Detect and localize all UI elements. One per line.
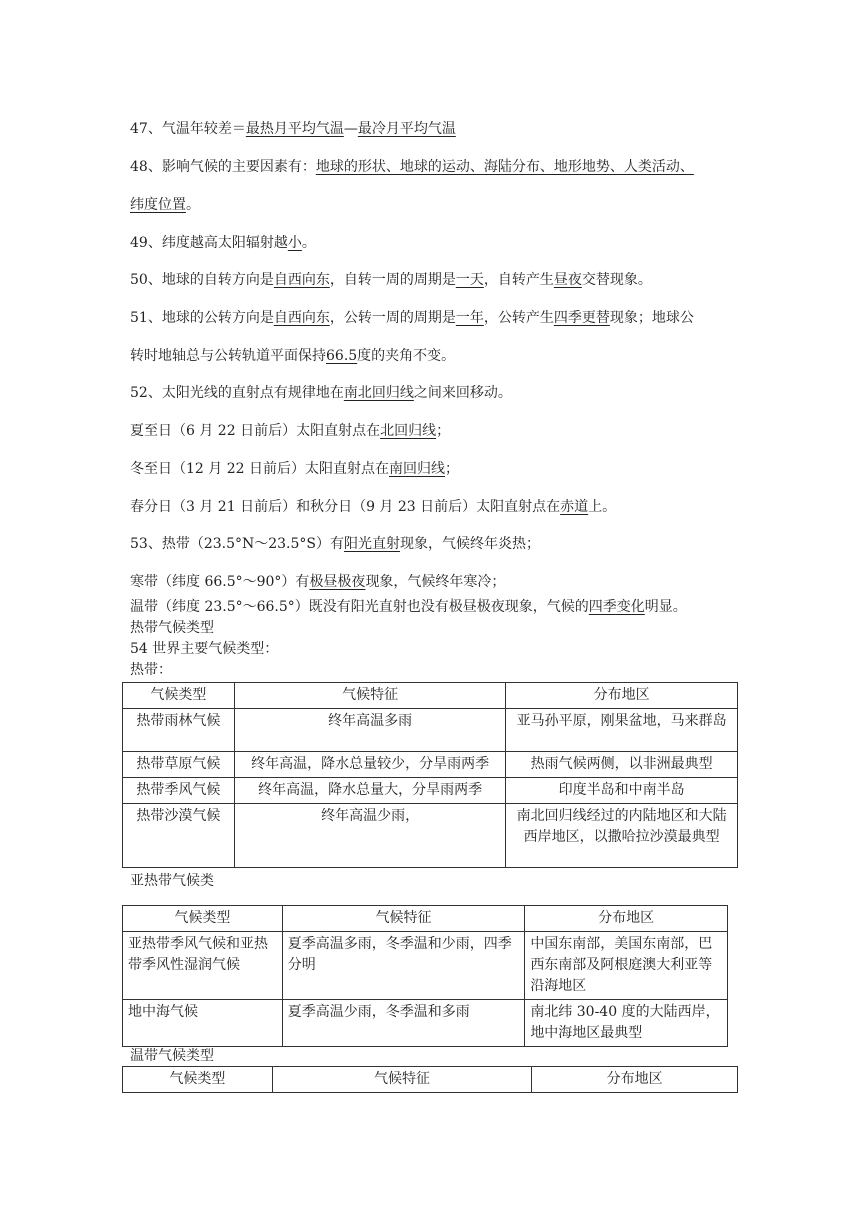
text-line (130, 421, 450, 441)
text-segment: ； (436, 423, 451, 439)
text-line (130, 597, 687, 617)
distribution-cell: 中国东南部，美国东南部，巴西东南部及阿根庭澳大利亚等沿海地区 (525, 932, 728, 1000)
text-segment: 现象；地球公 (609, 310, 694, 326)
underlined-answer: 阳光直射 (344, 536, 400, 552)
text-line (130, 157, 694, 177)
text-line (130, 534, 540, 554)
text-line (130, 871, 214, 891)
underlined-answer: 赤道 (560, 499, 589, 515)
text-segment: 温带气候类型 (130, 1048, 214, 1064)
text-segment: ，自转一周的周期是 (329, 272, 456, 288)
header-cell: 气候类型 (123, 906, 283, 932)
table-header-row (123, 1067, 738, 1093)
header-cell: 气候类型 (123, 683, 235, 709)
underlined-answer: 南北回归线 (343, 385, 414, 401)
text-segment: ； (444, 461, 459, 477)
text-segment: 51、地球的公转方向是 (130, 310, 274, 326)
climate-type-cell: 地中海气候 (123, 1000, 283, 1047)
text-segment: 热带气候类型 (130, 620, 214, 636)
text-segment: ，公转一周的周期是 (329, 310, 456, 326)
text-segment: 49、纬度越高太阳辐射越 (130, 235, 288, 251)
underlined-answer: 四季变化 (588, 599, 645, 615)
underlined-answer: 一年 (455, 310, 484, 326)
text-segment: 转时地轴总与公转轨道平面保持 (130, 348, 326, 364)
text-segment: 54 世界主要气候类型： (130, 641, 279, 657)
text-segment: 明显。 (644, 599, 687, 615)
climate-feature-cell: 夏季高温多雨，冬季温和少雨，四季分明 (282, 932, 525, 1000)
underlined-answer: 昼夜 (553, 272, 582, 288)
header-cell: 气候特征 (234, 683, 506, 709)
table-row (123, 752, 738, 778)
table-header-row (123, 906, 728, 932)
climate-type-cell: 热带沙漠气候 (123, 804, 235, 868)
table-row (123, 778, 738, 804)
header-cell: 分布地区 (506, 683, 738, 709)
underlined-answer: 最热月平均气温 (245, 121, 344, 137)
text-segment: ，自转产生 (483, 272, 554, 288)
text-segment: 现象，气候终年炎热； (400, 536, 540, 552)
text-line (130, 618, 214, 638)
text-line (130, 346, 455, 366)
text-line (130, 195, 200, 215)
climate-feature-cell: 终年高温，降水总量大，分旱雨两季 (234, 778, 506, 804)
climate-feature-cell: 终年高温，降水总量较少，分旱雨两季 (234, 752, 506, 778)
table-row (123, 804, 738, 868)
text-segment: 。 (186, 197, 200, 213)
text-segment: 之间来回移动。 (413, 385, 512, 401)
table-row (123, 709, 738, 752)
text-segment: 现象，气候终年寒冷； (365, 574, 506, 590)
text-segment: 47、气温年较差＝ (130, 121, 246, 137)
text-segment: 夏至日（6 月 22 日前后）太阳直射点在 (130, 423, 381, 439)
climate-type-cell: 热带草原气候 (123, 752, 235, 778)
climate-type-cell: 热带雨林气候 (123, 709, 235, 752)
underlined-answer: 纬度位置 (130, 197, 186, 213)
underlined-answer: 极昼极夜 (309, 574, 366, 590)
text-segment: ，公转产生 (483, 310, 554, 326)
text-line (130, 497, 616, 517)
text-segment: 寒带（纬度 66.5°～90°）有 (130, 574, 310, 590)
distribution-cell: 亚马孙平原，刚果盆地，马来群岛 (506, 709, 738, 752)
underlined-answer: 66.5 (326, 348, 358, 364)
text-segment: 温带（纬度 23.5°～66.5°）既没有阳光直射也没有极昼极夜现象，气候的 (130, 599, 589, 615)
table-row (123, 1000, 728, 1047)
text-segment: — (343, 121, 358, 137)
distribution-cell: 印度半岛和中南半岛 (506, 778, 738, 804)
table-row (123, 932, 728, 1000)
text-line (130, 119, 456, 139)
climate-feature-cell: 终年高温少雨， (234, 804, 506, 868)
text-line (130, 660, 172, 680)
text-line (130, 459, 459, 479)
header-cell: 气候特征 (272, 1067, 532, 1093)
tropical-climate-table (122, 682, 738, 868)
climate-type-cell: 热带季风气候 (123, 778, 235, 804)
text-segment: 冬至日（12 月 22 日前后）太阳直射点在 (130, 461, 389, 477)
text-segment: 亚热带气候类 (130, 873, 214, 889)
text-segment: 春分日（3 月 21 日前后）和秋分日（9 月 23 日前后）太阳直射点在 (130, 499, 561, 515)
climate-feature-cell: 夏季高温少雨，冬季温和多雨 (282, 1000, 525, 1047)
text-line (130, 639, 278, 659)
text-line (130, 572, 505, 592)
text-line (130, 308, 694, 328)
underlined-answer: 四季更替 (553, 310, 610, 326)
underlined-answer: 南回归线 (388, 461, 445, 477)
text-line (130, 270, 652, 290)
header-cell: 气候特征 (282, 906, 525, 932)
temperate-climate-table (122, 1066, 738, 1093)
text-segment: 48、影响气候的主要因素有： (130, 159, 316, 175)
text-segment: 热带： (130, 662, 172, 678)
header-cell: 气候类型 (123, 1067, 273, 1093)
text-segment: 上。 (588, 499, 617, 515)
underlined-answer: 一天 (455, 272, 484, 288)
text-line (130, 1046, 214, 1066)
underlined-answer: 地球的形状、地球的运动、海陆分布、地形地势、人类活动、 (315, 159, 694, 175)
distribution-cell: 南北回归线经过的内陆地区和大陆西岸地区，以撒哈拉沙漠最典型 (506, 804, 738, 868)
text-segment: 53、热带（23.5°N～23.5°S）有 (130, 536, 344, 552)
table-header-row (123, 683, 738, 709)
text-segment: 。 (301, 235, 316, 251)
distribution-cell: 热雨气候两侧，以非洲最典型 (506, 752, 738, 778)
underlined-answer: 最冷月平均气温 (357, 121, 456, 137)
climate-feature-cell: 终年高温多雨 (234, 709, 506, 752)
underlined-answer: 小 (287, 235, 302, 251)
header-cell: 分布地区 (532, 1067, 738, 1093)
text-segment: 52、太阳光线的直射点有规律地在 (130, 385, 344, 401)
text-segment: 交替现象。 (581, 272, 652, 288)
climate-type-cell: 亚热带季风气候和亚热带季风性湿润气候 (123, 932, 283, 1000)
distribution-cell: 南北纬 30-40 度的大陆西岸，地中海地区最典型 (525, 1000, 728, 1047)
text-segment: 度的夹角不变。 (357, 348, 456, 364)
text-line (130, 383, 512, 403)
underlined-answer: 自西向东 (273, 272, 330, 288)
underlined-answer: 自西向东 (273, 310, 330, 326)
text-line (130, 233, 316, 253)
text-segment: 50、地球的自转方向是 (130, 272, 274, 288)
subtropical-climate-table (122, 905, 728, 1047)
header-cell: 分布地区 (525, 906, 728, 932)
underlined-answer: 北回归线 (380, 423, 437, 439)
